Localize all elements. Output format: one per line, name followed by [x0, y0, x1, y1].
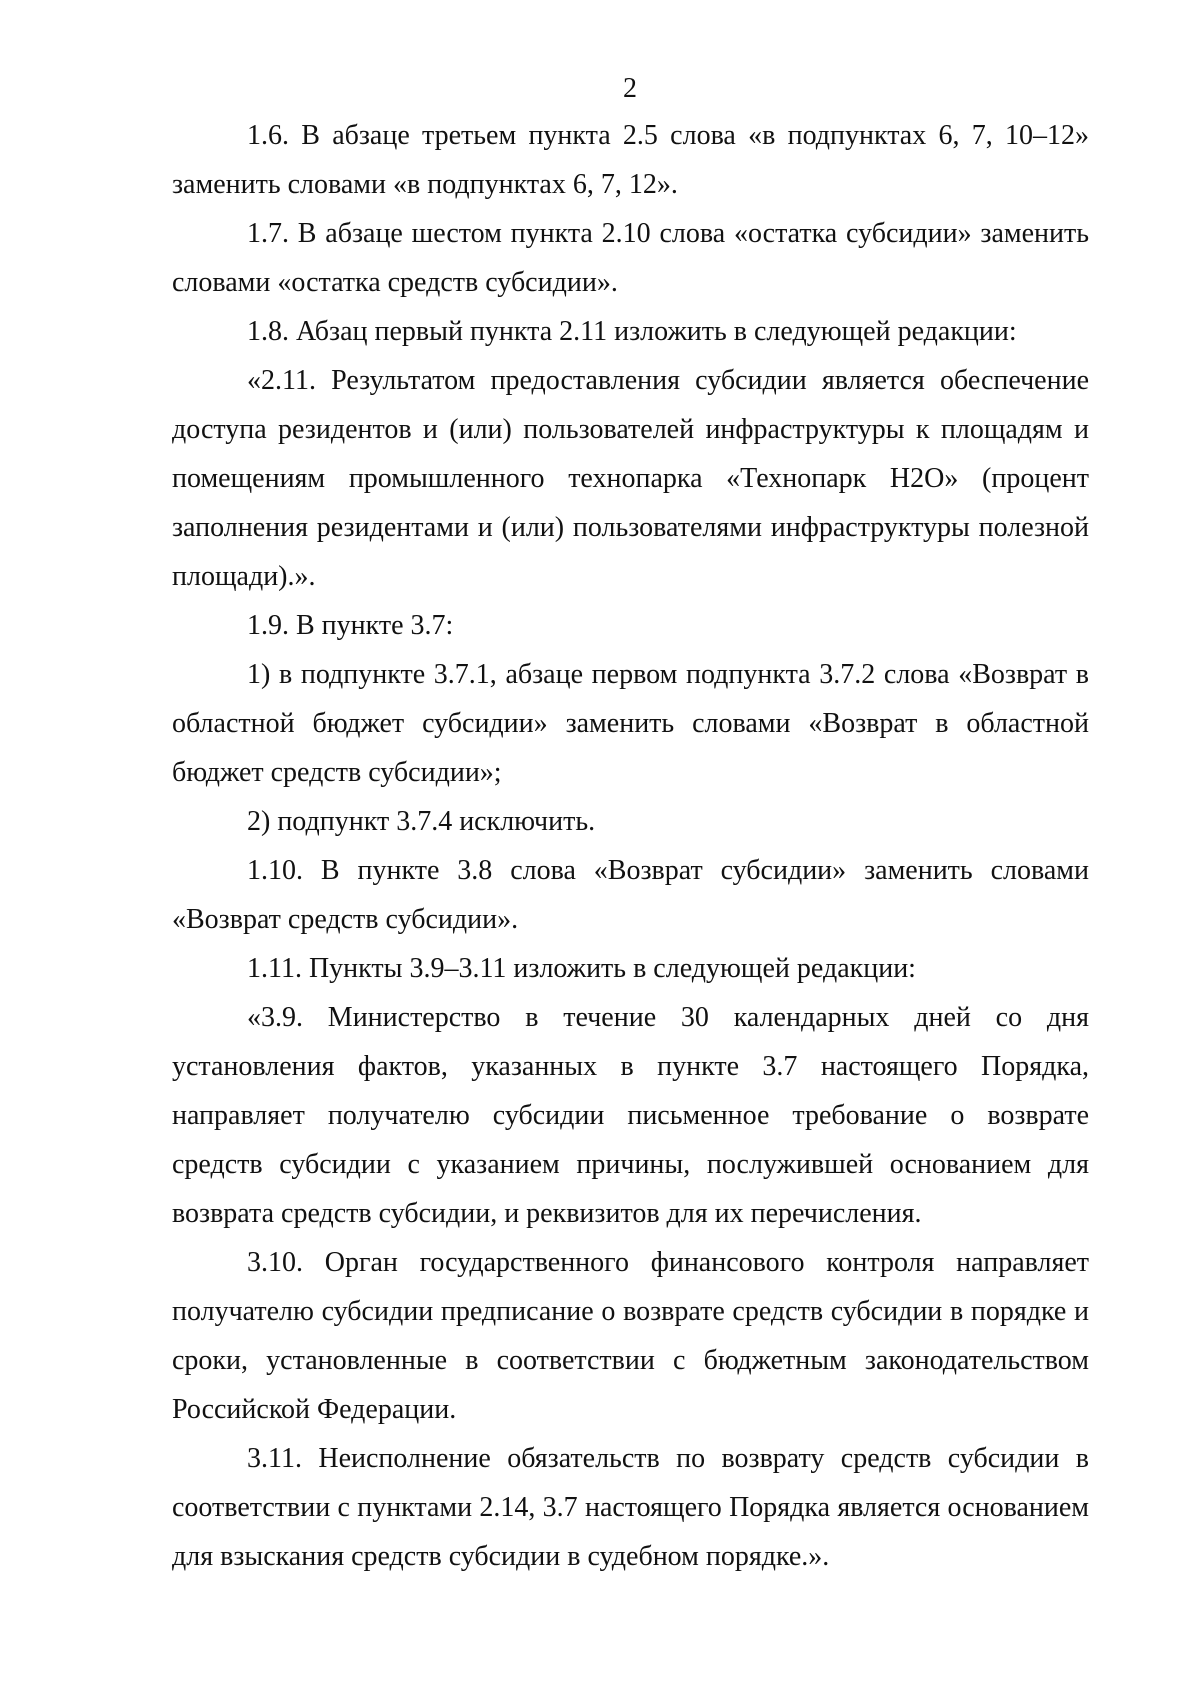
- paragraph-1-8: 1.8. Абзац первый пункта 2.11 изложить в следующей редакции:: [247, 316, 1017, 347]
- paragraph-1-9-item-1: 1) в подпункте 3.7.1, абзаце первом подпункта 3.7.2 слова «Возврат в областной бюджет субсидии» заменить словами «Возврат в областной бюджет средств субсидии»;: [172, 659, 1089, 788]
- paragraph-3-9-quote: «3.9. Министерство в течение 30 календарных дней со дня установления фактов, указанных в пункте 3.7 настоящего Порядка, направляет получателю субсидии письменное требование о возврате средств субсидии с указанием причины, послужившей основанием для возврата средств субсидии, и реквизитов для их перечисления.: [172, 1002, 1089, 1229]
- paragraph-1-9-item-2: 2) подпункт 3.7.4 исключить.: [247, 806, 596, 837]
- page-number: 2: [623, 73, 637, 104]
- paragraph-3-11: 3.11. Неисполнение обязательств по возврату средств субсидии в соответствии с пунктами 2.14, 3.7 настоящего Порядка является основанием для взыскания средств субсидии в судебном порядке.».: [172, 1443, 1089, 1572]
- paragraph-3-10: 3.10. Орган государственного финансового контроля направляет получателю субсидии предписание о возврате средств субсидии в порядке и сроки, установленные в соответствии с бюджетным законодательством Российской Федерации.: [172, 1247, 1089, 1425]
- paragraph-1-11: 1.11. Пункты 3.9–3.11 изложить в следующей редакции:: [247, 953, 916, 984]
- paragraph-1-10: 1.10. В пункте 3.8 слова «Возврат субсидии» заменить словами «Возврат средств субсидии».: [172, 855, 1089, 935]
- paragraph-1-6: 1.6. В абзаце третьем пункта 2.5 слова «в подпунктах 6, 7, 10–12» заменить словами «в подпунктах 6, 7, 12».: [172, 120, 1089, 200]
- paragraph-1-9: 1.9. В пункте 3.7:: [247, 610, 454, 641]
- paragraph-1-7: 1.7. В абзаце шестом пункта 2.10 слова «остатка субсидии» заменить словами «остатка средств субсидии».: [172, 218, 1089, 298]
- document-body: [172, 111, 1089, 1581]
- paragraph-2-11-quote: «2.11. Результатом предоставления субсидии является обеспечение доступа резидентов и (или) пользователей инфраструктуры к площадям и помещениям промышленного технопарка «Технопарк H2O» (процент заполнения резидентами и (или) пользователями инфраструктуры полезной площади).».: [172, 365, 1089, 592]
